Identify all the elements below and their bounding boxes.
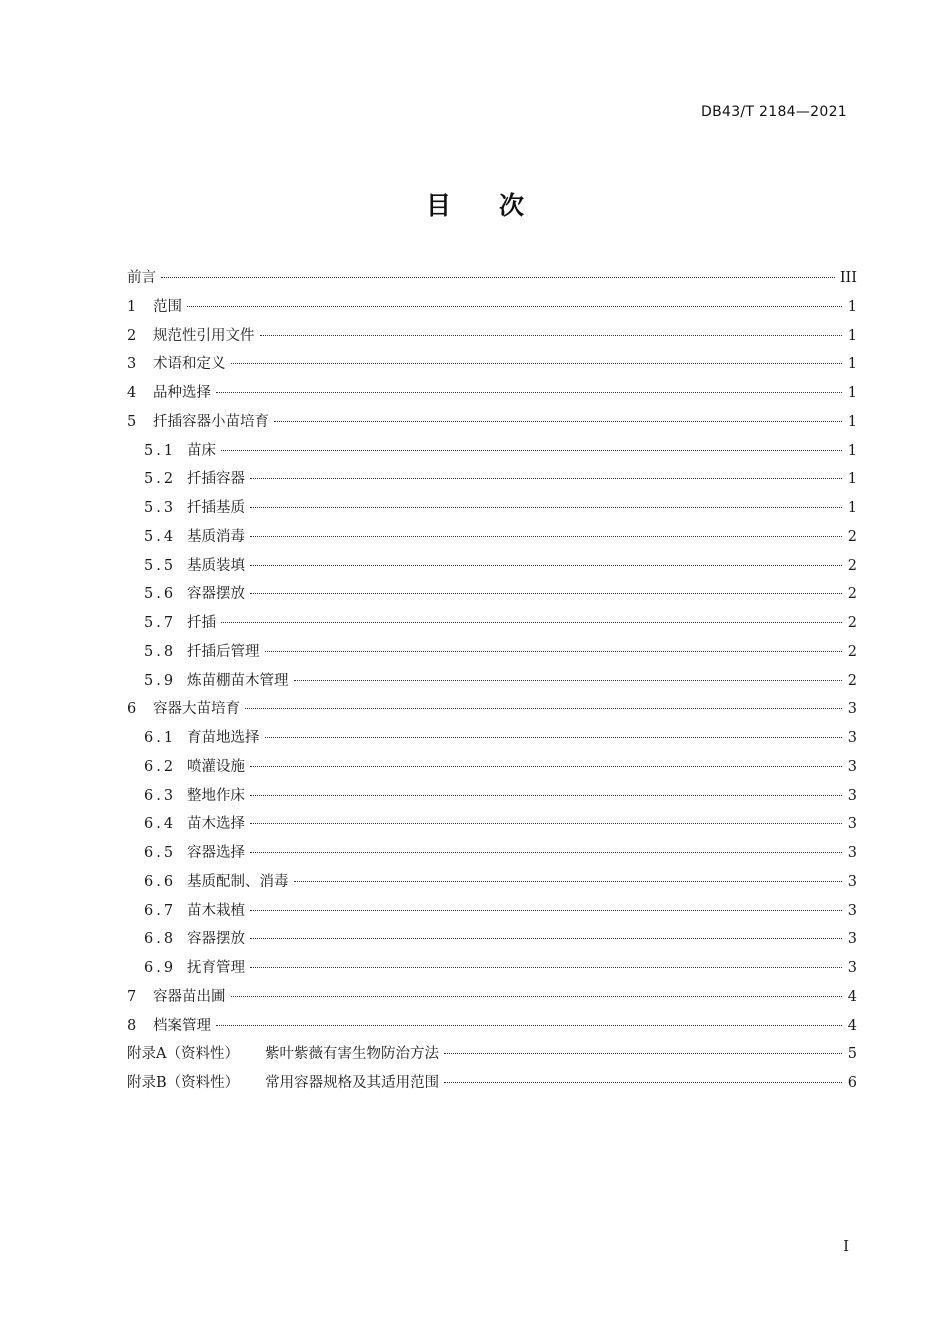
toc-entry-label: 炼苗棚苗木管理 bbox=[187, 672, 289, 689]
toc-entry-number: 6.5 bbox=[144, 845, 177, 861]
toc-dot-leader bbox=[231, 363, 843, 364]
toc-dot-leader bbox=[161, 277, 835, 278]
toc-entry-page: 3 bbox=[847, 845, 857, 861]
toc-entry-number: 5.9 bbox=[144, 672, 177, 689]
toc-entry-number: 5.1 bbox=[144, 442, 177, 459]
toc-entry-page: 3 bbox=[847, 701, 857, 718]
toc-entry-page: 3 bbox=[847, 873, 857, 890]
toc-entry-number: 2 bbox=[127, 327, 138, 344]
toc-entry-number: 5.8 bbox=[144, 643, 177, 660]
toc-entry-label: 扦插容器 bbox=[187, 471, 245, 488]
toc-entry-page: 1 bbox=[847, 385, 857, 401]
toc-entry-page: 3 bbox=[847, 960, 857, 976]
toc-entry-page: 1 bbox=[847, 298, 857, 315]
toc-entry-label: 育苗地选择 bbox=[187, 730, 260, 746]
toc-entry-label: 苗床 bbox=[187, 442, 216, 459]
toc-entry-page: 3 bbox=[847, 931, 857, 948]
toc-dot-leader bbox=[187, 306, 842, 307]
toc-entry-page: 3 bbox=[847, 758, 857, 775]
document-code: DB43/T 2184—2021 bbox=[701, 104, 847, 120]
toc-entry[interactable] bbox=[127, 410, 857, 439]
toc-entry-label: 范围 bbox=[153, 298, 182, 315]
toc-entry-label: 扦插 bbox=[187, 615, 216, 631]
toc-entry-number: 5.6 bbox=[144, 586, 177, 603]
toc-entry[interactable] bbox=[127, 324, 857, 353]
toc-dot-leader bbox=[250, 766, 842, 767]
toc-entry-page: 2 bbox=[847, 528, 857, 545]
toc-entry-number: 6.3 bbox=[144, 787, 177, 804]
toc-entry[interactable] bbox=[127, 611, 857, 640]
toc-dot-leader bbox=[221, 622, 842, 623]
toc-entry-number: 5.2 bbox=[144, 471, 177, 488]
toc-entry-label: 喷灌设施 bbox=[187, 758, 245, 775]
toc-entry-number: 6.6 bbox=[144, 873, 177, 890]
page-number: I bbox=[843, 1237, 849, 1255]
toc-dot-leader bbox=[250, 593, 842, 594]
toc-entry-label: 扦插容器小苗培育 bbox=[153, 413, 269, 430]
toc-dot-leader bbox=[274, 421, 842, 422]
toc-entry[interactable] bbox=[127, 439, 857, 468]
toc-entry[interactable] bbox=[127, 1014, 857, 1043]
toc-entry-label: 前言 bbox=[127, 270, 156, 286]
toc-entry-page: III bbox=[839, 270, 857, 286]
toc-dot-leader bbox=[265, 651, 843, 652]
toc-entry-number: 6.8 bbox=[144, 931, 177, 948]
toc-entry[interactable] bbox=[127, 870, 857, 899]
toc-entry-label: 容器摆放 bbox=[187, 586, 245, 603]
toc-entry-number: 1 bbox=[127, 298, 138, 315]
toc-entry-number: 附录A（资料性） bbox=[127, 1046, 239, 1063]
toc-entry-number: 6.1 bbox=[144, 730, 177, 746]
toc-dot-leader bbox=[250, 823, 842, 824]
toc-dot-leader bbox=[294, 881, 843, 882]
toc-entry-page: 1 bbox=[847, 413, 857, 430]
toc-entry[interactable] bbox=[127, 352, 857, 381]
toc-entry[interactable] bbox=[127, 554, 857, 583]
toc-dot-leader bbox=[216, 1025, 842, 1026]
toc-entry[interactable] bbox=[127, 956, 857, 985]
toc-dot-leader bbox=[250, 910, 842, 911]
toc-entry-page: 2 bbox=[847, 643, 857, 660]
toc-dot-leader bbox=[250, 795, 842, 796]
toc-dot-leader bbox=[245, 708, 842, 709]
toc-entry-label: 容器摆放 bbox=[187, 931, 245, 948]
toc-entry-number: 7 bbox=[127, 988, 138, 1005]
toc-entry[interactable] bbox=[127, 927, 857, 956]
toc-entry-page: 1 bbox=[847, 327, 857, 344]
toc-dot-leader bbox=[250, 938, 842, 939]
toc-entry-number: 8 bbox=[127, 1017, 138, 1034]
toc-entry-number: 5 bbox=[127, 413, 138, 430]
toc-entry-page: 3 bbox=[847, 902, 857, 919]
toc-entry-page: 4 bbox=[847, 988, 857, 1005]
toc-entry-label: 抚育管理 bbox=[187, 960, 245, 976]
toc-entry[interactable] bbox=[127, 899, 857, 928]
toc-dot-leader bbox=[216, 392, 842, 393]
toc-entry[interactable] bbox=[127, 784, 857, 813]
toc-entry-number: 5.4 bbox=[144, 528, 177, 545]
toc-entry-page: 6 bbox=[847, 1075, 857, 1091]
toc-entry[interactable] bbox=[127, 755, 857, 784]
toc-entry[interactable] bbox=[127, 381, 857, 410]
toc-entry[interactable] bbox=[127, 1042, 857, 1071]
toc-entry[interactable] bbox=[127, 985, 857, 1014]
toc-entry-label: 品种选择 bbox=[153, 385, 211, 401]
toc-entry-page: 1 bbox=[847, 500, 857, 516]
toc-entry-number: 5.5 bbox=[144, 557, 177, 574]
toc-dot-leader bbox=[231, 996, 843, 997]
toc-entry-page: 2 bbox=[847, 557, 857, 574]
toc-entry-number: 6.7 bbox=[144, 902, 177, 919]
toc-dot-leader bbox=[260, 335, 843, 336]
toc-entry-label: 基质装填 bbox=[187, 557, 245, 574]
toc-entry-label: 容器苗出圃 bbox=[153, 988, 226, 1005]
toc-entry-page: 1 bbox=[847, 356, 857, 373]
toc-dot-leader bbox=[250, 507, 842, 508]
toc-entry-label: 常用容器规格及其适用范围 bbox=[265, 1075, 440, 1091]
toc-dot-leader bbox=[221, 450, 842, 451]
toc-entry-label: 紫叶紫薇有害生物防治方法 bbox=[264, 1046, 439, 1063]
toc-entry[interactable] bbox=[127, 640, 857, 669]
toc-entry-number: 5.7 bbox=[144, 615, 177, 631]
toc-entry-page: 2 bbox=[847, 586, 857, 603]
toc-entry[interactable] bbox=[127, 582, 857, 611]
toc-dot-leader bbox=[444, 1053, 842, 1054]
toc-entry-label: 基质消毒 bbox=[187, 528, 245, 545]
toc-entry-page: 3 bbox=[847, 816, 857, 833]
toc-entry-label: 扦插基质 bbox=[187, 500, 245, 516]
toc-dot-leader bbox=[250, 478, 842, 479]
toc-entry-number: 6.4 bbox=[144, 816, 177, 833]
table-of-contents bbox=[127, 266, 857, 1100]
toc-entry-label: 术语和定义 bbox=[153, 356, 226, 373]
toc-entry-label: 苗木栽植 bbox=[187, 902, 245, 919]
toc-entry-label: 规范性引用文件 bbox=[153, 327, 255, 344]
toc-entry[interactable] bbox=[127, 295, 857, 324]
toc-entry-page: 2 bbox=[847, 672, 857, 689]
toc-entry-page: 3 bbox=[847, 787, 857, 804]
toc-dot-leader bbox=[250, 536, 842, 537]
toc-entry[interactable] bbox=[127, 841, 857, 870]
toc-entry-label: 扦插后管理 bbox=[187, 643, 260, 660]
toc-entry-page: 4 bbox=[847, 1017, 857, 1034]
toc-entry[interactable] bbox=[127, 525, 857, 554]
toc-entry[interactable] bbox=[127, 266, 857, 295]
toc-entry-number: 5.3 bbox=[144, 500, 177, 516]
toc-entry-number: 4 bbox=[127, 385, 138, 401]
toc-entry-page: 1 bbox=[847, 471, 857, 488]
toc-entry-number: 3 bbox=[127, 356, 138, 373]
toc-entry-label: 档案管理 bbox=[153, 1017, 211, 1034]
toc-entry-page: 1 bbox=[847, 442, 857, 459]
toc-entry-number: 6.2 bbox=[144, 758, 177, 775]
toc-entry[interactable] bbox=[127, 697, 857, 726]
toc-entry-page: 3 bbox=[847, 730, 857, 746]
toc-entry-label: 整地作床 bbox=[187, 787, 245, 804]
toc-entry[interactable] bbox=[127, 812, 857, 841]
toc-dot-leader bbox=[444, 1082, 842, 1083]
toc-dot-leader bbox=[250, 565, 842, 566]
toc-entry-label: 苗木选择 bbox=[187, 816, 245, 833]
toc-entry-label: 容器选择 bbox=[187, 845, 245, 861]
page-title: 目次 bbox=[425, 191, 572, 220]
toc-entry[interactable] bbox=[127, 496, 857, 525]
toc-entry-number: 附录B（资料性） bbox=[127, 1075, 240, 1091]
toc-entry[interactable] bbox=[127, 669, 857, 698]
toc-dot-leader bbox=[250, 967, 842, 968]
toc-entry[interactable] bbox=[127, 726, 857, 755]
toc-entry-label: 基质配制、消毒 bbox=[187, 873, 289, 890]
toc-entry-page: 2 bbox=[847, 615, 857, 631]
toc-entry[interactable] bbox=[127, 1071, 857, 1100]
toc-dot-leader bbox=[294, 680, 843, 681]
toc-entry-number: 6.9 bbox=[144, 960, 177, 976]
toc-entry-page: 5 bbox=[847, 1046, 857, 1063]
toc-dot-leader bbox=[265, 737, 843, 738]
toc-entry-number: 6 bbox=[127, 701, 138, 718]
toc-dot-leader bbox=[250, 852, 842, 853]
toc-entry[interactable] bbox=[127, 467, 857, 496]
toc-entry-label: 容器大苗培育 bbox=[153, 701, 240, 718]
